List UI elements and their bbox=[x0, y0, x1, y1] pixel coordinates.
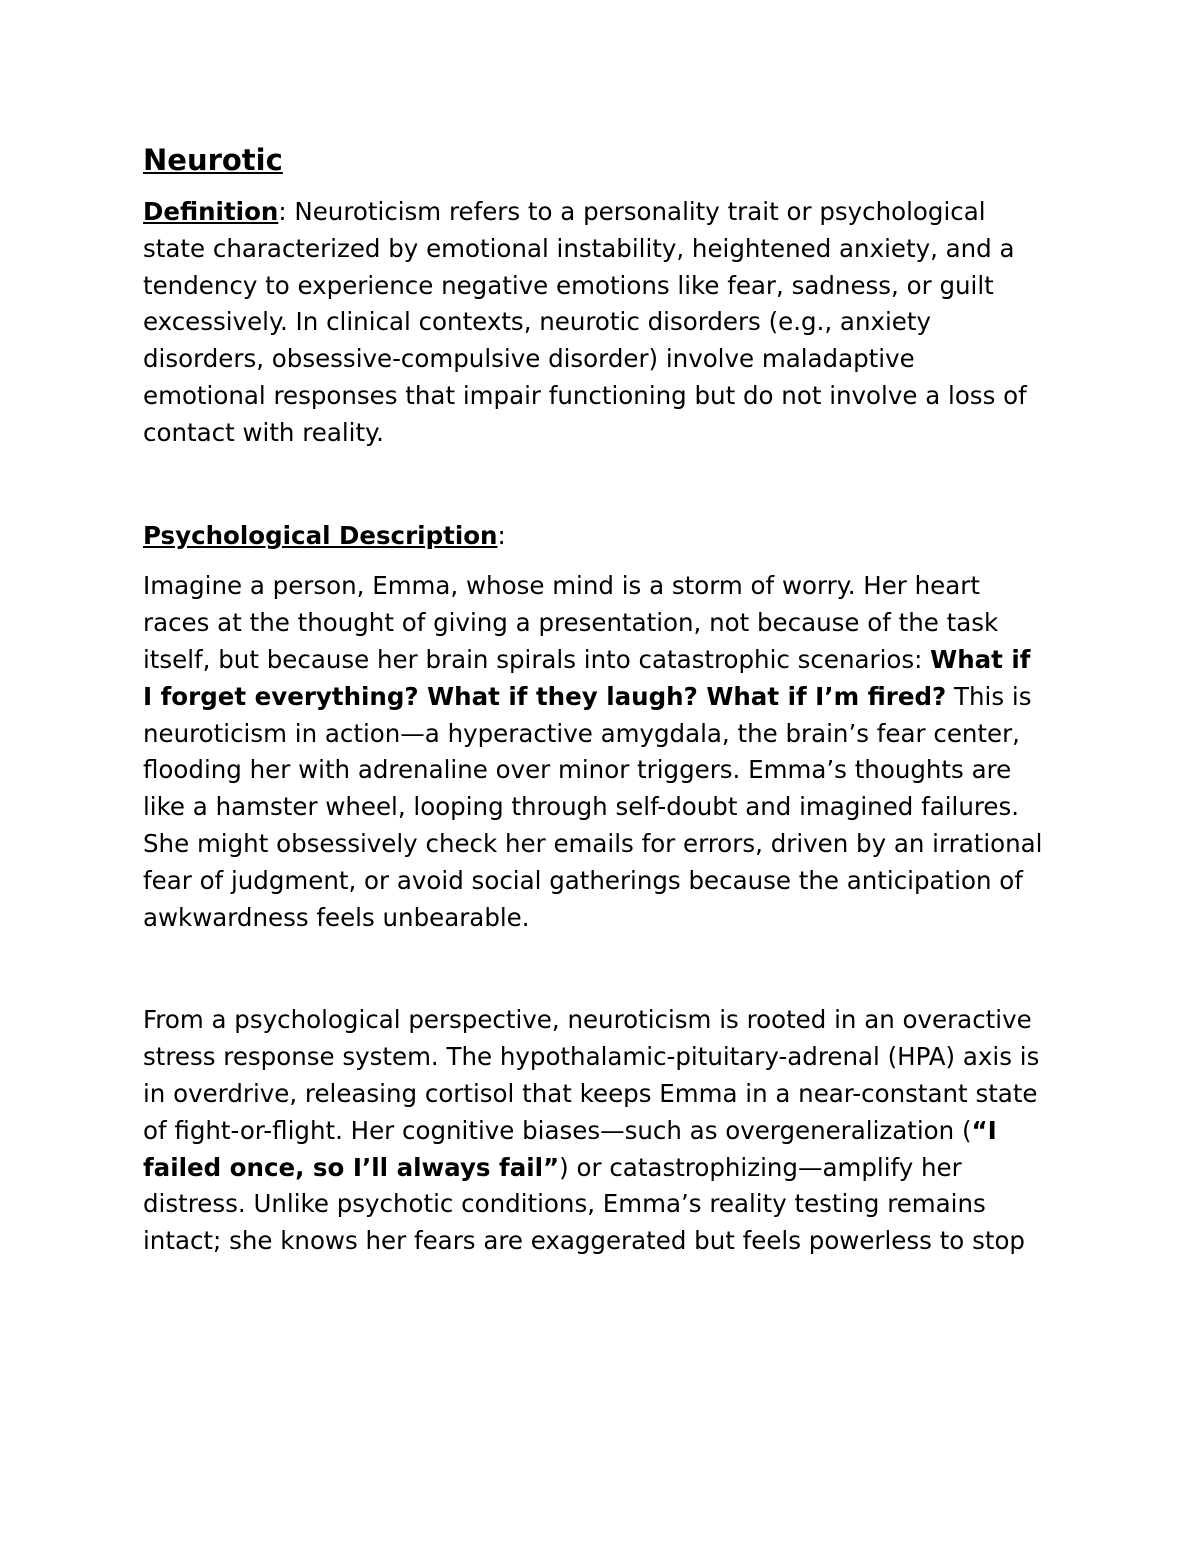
description-paragraph-2 bbox=[143, 1002, 1043, 1260]
paragraph-1-bold-questions: What if I forget everything? What if they laugh? What if I’m fired? bbox=[143, 644, 1031, 711]
definition-separator: : bbox=[278, 197, 287, 226]
spacer bbox=[143, 554, 1043, 568]
spacer bbox=[143, 936, 1043, 1002]
document-body bbox=[143, 140, 1043, 1260]
paragraph-1-text-b: This is neuroticism in action—a hyperactive amygdala, the brain’s fear center, flooding her with adrenaline over minor triggers. Emma’s thoughts are like a hamster wheel, looping through self-doubt and imagined failures. She might obsessively check her emails for errors, driven by an irrational fear of judgment, or avoid social gatherings because the anticipation of awkwardness feels unbearable. bbox=[143, 681, 1043, 932]
psych-description-separator: : bbox=[497, 520, 506, 550]
spacer bbox=[143, 452, 1043, 518]
definition-label: Definition bbox=[143, 197, 279, 226]
paragraph-2-text-a: From a psychological perspective, neuroticism is rooted in an overactive stress response system. The hypothalamic-pituitary-adrenal (HPA) axis is in overdrive, releasing cortisol that keeps Emma in a near-constant state of fight-or-flight. Her cognitive biases—such as overgeneralization ( bbox=[143, 1005, 1040, 1145]
document-title: Neurotic bbox=[143, 143, 283, 177]
paragraph-2-text-b: ) or catastrophizing—amplify her distress. Unlike psychotic conditions, Emma’s reality testing remains intact; she knows her fears are exaggerated but feels powerless to stop bbox=[143, 1152, 1025, 1256]
psych-description-heading bbox=[143, 518, 1043, 555]
paragraph-1-text-a: Imagine a person, Emma, whose mind is a storm of worry. Her heart races at the thought of giving a presentation, not because of the task itself, but because her brain spirals into catastrophic scenarios: bbox=[143, 571, 999, 674]
definition-paragraph bbox=[143, 194, 1043, 452]
description-paragraph-1 bbox=[143, 568, 1043, 936]
definition-text: Neuroticism refers to a personality trait or psychological state characterized by emotional instability, heightened anxiety, and a tendency to experience negative emotions like fear, sadness, or guilt excessively. In clinical contexts, neurotic disorders (e.g., anxiety disorders, obsessive-compulsive disorder) involve maladaptive emotional responses that impair functioning but do not involve a loss of contact with reality. bbox=[143, 197, 1027, 447]
paragraph-2-bold-quote: “I failed once, so I’ll always fail” bbox=[143, 1115, 997, 1182]
psych-description-label: Psychological Description bbox=[143, 520, 498, 550]
